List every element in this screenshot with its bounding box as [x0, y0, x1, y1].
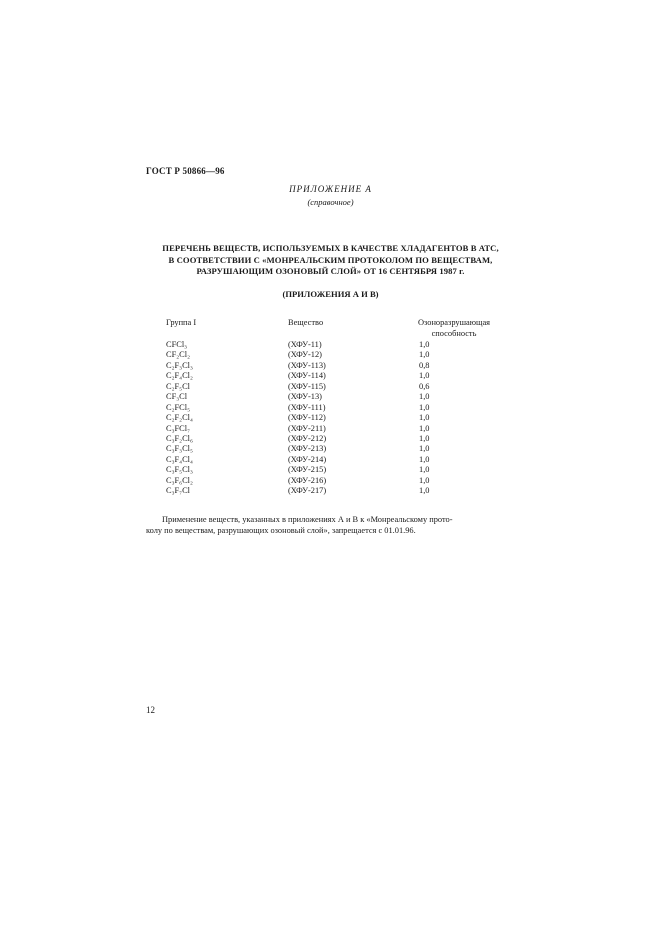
- formula-cell: C₃F₄Cl₄: [166, 454, 193, 464]
- value-cell: 1,0: [419, 340, 430, 349]
- code-cell: (ХФУ-212): [288, 433, 327, 443]
- page-number: 12: [146, 705, 155, 715]
- formula-cell: C₂FCl₅: [166, 402, 190, 412]
- value-cell: 1,0: [419, 486, 430, 496]
- code-cell: (ХФУ-217): [288, 486, 327, 496]
- appendix-title: ПРИЛОЖЕНИЕ А: [289, 184, 372, 194]
- table-row: [166, 455, 506, 465]
- formula-cell: C₃F₆Cl₂: [166, 475, 193, 485]
- column-header-ozone-line1: Озоноразрушающая: [417, 318, 491, 327]
- code-cell: (ХФУ-115): [288, 381, 326, 391]
- table-row: [166, 382, 506, 392]
- formula-cell: C₃F₂Cl₆: [166, 433, 193, 443]
- value-cell: 1,0: [419, 413, 430, 423]
- code-cell: (ХФУ-213): [288, 444, 327, 454]
- table-row: [166, 403, 506, 413]
- table-row: [166, 392, 506, 402]
- table-row: [166, 413, 506, 423]
- formula-cell: C₂F₂Cl₄: [166, 413, 193, 423]
- code-cell: (ХФУ-216): [288, 475, 327, 485]
- formula-cell: C₃F₃Cl₅: [166, 444, 193, 454]
- formula-cell: C₂F₅Cl: [166, 381, 190, 391]
- substances-table: [166, 340, 506, 497]
- code-cell: (ХФУ-214): [288, 454, 327, 464]
- value-cell: 1,0: [419, 350, 430, 360]
- value-cell: 1,0: [419, 433, 430, 443]
- code-cell: (ХФУ-13): [288, 392, 322, 402]
- column-header-substance: Вещество: [288, 318, 324, 327]
- value-cell: 1,0: [419, 465, 430, 475]
- column-header-ozone-line2: способность: [431, 329, 477, 338]
- table-row: [166, 350, 506, 360]
- value-cell: 1,0: [419, 454, 430, 464]
- value-cell: 1,0: [419, 392, 430, 402]
- code-cell: (ХФУ-114): [288, 371, 326, 381]
- title-line: РАЗРУШАЮЩИМ ОЗОНОВЫЙ СЛОЙ» ОТ 16 СЕНТЯБРЯ 1987 г.: [196, 266, 465, 276]
- footnote-line: Применение веществ, указанных в приложениях А и В к «Монреальскому прото-: [162, 515, 453, 524]
- table-row: [166, 340, 506, 350]
- table-row: [166, 476, 506, 486]
- table-row: [166, 444, 506, 454]
- value-cell: 1,0: [419, 444, 430, 454]
- value-cell: 1,0: [419, 402, 430, 412]
- appendices-note: (ПРИЛОЖЕНИЯ А И В): [282, 289, 379, 299]
- code-cell: (ХФУ-113): [288, 360, 326, 370]
- formula-cell: C₂F₃Cl₃: [166, 360, 193, 370]
- table-row: [166, 486, 506, 496]
- formula-cell: C₃FCl₇: [166, 423, 190, 433]
- code-cell: (ХФУ-111): [288, 402, 326, 412]
- value-cell: 1,0: [419, 423, 430, 433]
- column-header-ozone-depletion: [394, 317, 514, 339]
- code-cell: (ХФУ-112): [288, 413, 326, 423]
- code-cell: (ХФУ-215): [288, 465, 327, 475]
- formula-cell: C₃F₅Cl₃: [166, 465, 193, 475]
- table-row: [166, 424, 506, 434]
- value-cell: 1,0: [419, 475, 430, 485]
- value-cell: 0,8: [419, 360, 430, 370]
- formula-cell: C₃F₇Cl: [166, 486, 190, 496]
- formula-cell: CFCl₃: [166, 340, 188, 349]
- table-row: [166, 465, 506, 475]
- title-line: ПЕРЕЧЕНЬ ВЕЩЕСТВ, ИСПОЛЬЗУЕМЫХ В КАЧЕСТВЕ ХЛАДАГЕНТОВ В АТС,: [162, 243, 499, 253]
- value-cell: 0,6: [419, 381, 430, 391]
- footnote-line: колу по веществам, разрушающих озоновый слой», запрещается с 01.01.96.: [146, 526, 416, 535]
- table-row: [166, 434, 506, 444]
- code-cell: (ХФУ-12): [288, 350, 322, 360]
- document-title: [100, 243, 561, 278]
- standard-code: ГОСТ Р 50866—96: [146, 166, 225, 176]
- table-row: [166, 361, 506, 371]
- formula-cell: CF₂Cl₂: [166, 350, 190, 360]
- formula-cell: CF₃Cl: [166, 392, 188, 402]
- code-cell: (ХФУ-211): [288, 423, 326, 433]
- formula-cell: C₂F₄Cl₂: [166, 371, 193, 381]
- title-line: В СООТВЕТСТВИИ С «МОНРЕАЛЬСКИМ ПРОТОКОЛОМ ПО ВЕЩЕСТВАМ,: [168, 254, 493, 265]
- footnote: [146, 514, 526, 536]
- table-row: [166, 371, 506, 381]
- code-cell: (ХФУ-11): [288, 340, 322, 349]
- value-cell: 1,0: [419, 371, 430, 381]
- column-header-group: Группа I: [166, 318, 197, 327]
- appendix-subtitle: (справочное): [307, 197, 354, 207]
